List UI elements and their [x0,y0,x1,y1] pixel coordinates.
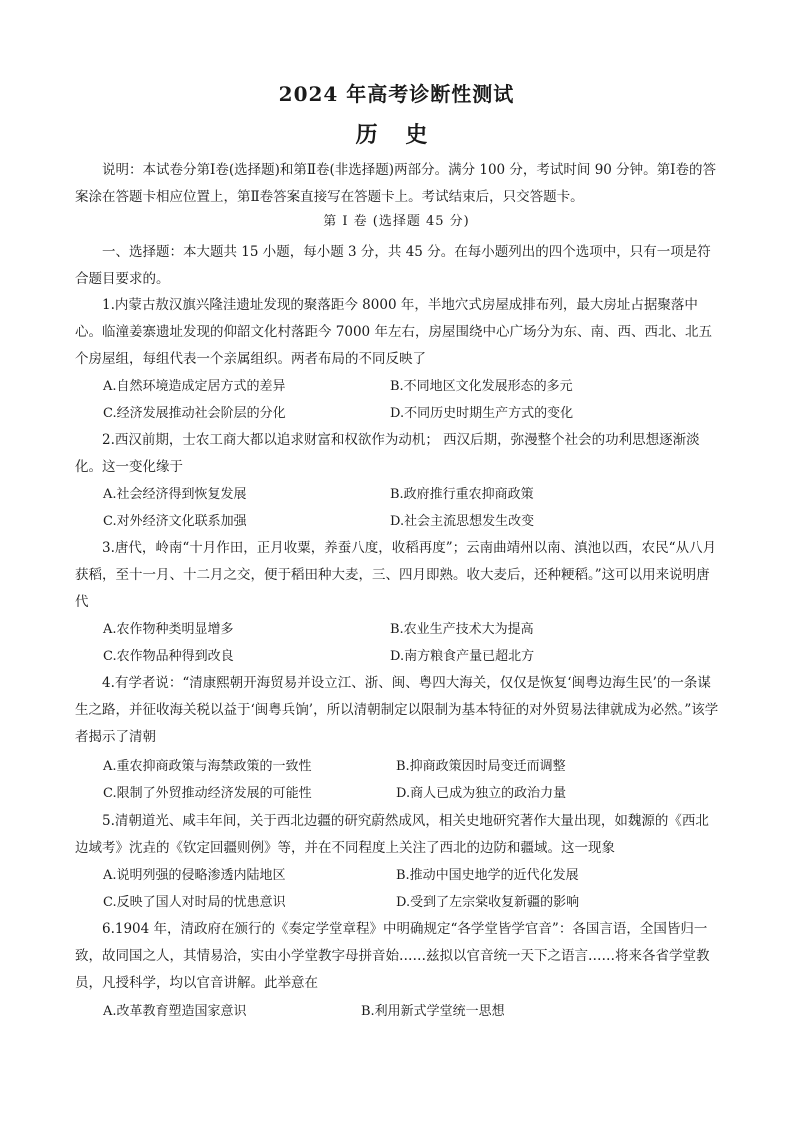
question-4-options [103,753,723,807]
question-5-options [103,862,723,916]
question-4-option-a: A.重农抑商政策与海禁政策的一致性 [103,759,312,774]
question-2-option-c: C.对外经济文化联系加强 [103,514,247,529]
question-2-options [103,481,723,535]
question-4-option-b: B.抑商政策因时局变迁而调整 [396,759,566,774]
question-2-option-b: B.政府推行重农抑商政策 [390,487,534,502]
question-1-option-a: A.自然环境造成定居方式的差异 [103,379,286,394]
question-1-option-d: D.不同历史时期生产方式的变化 [390,406,574,421]
question-4-option-d: D.商人已成为独立的政治力量 [396,786,567,801]
question-5-stem: 5.清朝道光、咸丰年间，关于西北边疆的研究蔚然成风，相关史地研究著作大量出现，如魏源的《西北边域考》沈垚的《钦定回疆则例》等，并在不同程度上关注了西北的边防和疆域。这一现象 [75,813,709,856]
question-5-option-b: B.推动中国史地学的近代化发展 [396,868,579,883]
question-1-option-b: B.不同地区文化发展形态的多元 [390,379,573,394]
question-3-option-a: A.农作物种类明显增多 [103,622,234,637]
question-2-option-a: A.社会经济得到恢复发展 [103,487,247,502]
question-6-stem: 6.1904 年，清政府在颁行的《奏定学堂章程》中明确规定“各学堂皆学官音”：各国言语，全国皆归一致，故同国之人，其情易洽，实由小学堂教字母拼音始……兹拟以官音统一天下之语言……将来各省学堂教员，凡授科学，均以官音讲解。此举意在 [75,921,710,991]
question-3-option-d: D.南方粮食产量已超北方 [390,649,535,664]
question-4-option-c: C.限制了外贸推动经济发展的可能性 [103,786,312,801]
question-5-option-c: C.反映了国人对时局的忧患意识 [103,895,286,910]
question-5-option-d: D.受到了左宗棠收复新疆的影响 [396,895,580,910]
section-instructions: 一、选择题：本大题共 15 小题，每小题 3 分，共 45 分。在每小题列出的四个选项中，只有一项是符合题目要求的。 [75,244,711,287]
question-4-stem: 4.有学者说：“清康熙朝开海贸易并设立江、浙、闽、粤四大海关，仅仅是恢复‘闽粤边海生民’的一条谋生之路，并征收海关税以益于‘闽粤兵饷’，所以清朝制定以限制为基本特征的对外贸易法律就成为必然。”该学者揭示了清朝 [75,675,719,745]
question-1-options [103,373,723,427]
section-header: 第 Ⅰ 卷 (选择题 45 分) [323,214,470,229]
exam-intro: 说明：本试卷分第Ⅰ卷(选择题)和第Ⅱ卷(非选择题)两部分。满分 100 分，考试时间 90 分钟。第Ⅰ卷的答案涂在答题卡相应位置上，第Ⅱ卷答案直接写在答题卡上。考试结束后，只交答题卡。 [75,162,717,205]
question-3-option-c: C.农作物品种得到改良 [103,649,234,664]
question-3-options [103,616,723,670]
question-6-option-b: B.利用新式学堂统一思想 [361,1004,505,1019]
exam-title: 2024 年高考诊断性测试 [278,82,515,106]
question-3-stem: 3.唐代，岭南“十月作田，正月收粟，养蚕八度，收稻再度”；云南曲靖州以南、滇池以西，农民“从八月获稻，至十一月、十二月之交，便于稻田种大麦，三、四月即熟。收大麦后，还种粳稻。”这可以用来说明唐代 [75,540,717,610]
question-6-options [103,998,723,1025]
question-5-option-a: A.说明列强的侵略渗透内陆地区 [103,868,286,883]
question-2-stem: 2.西汉前期，士农工商大都以追求财富和权欲作为动机； 西汉后期，弥漫整个社会的功利思想逐渐淡化。这一变化缘于 [75,432,700,475]
question-6-option-a: A.改革教育塑造国家意识 [103,1004,247,1019]
question-3-option-b: B.农业生产技术大为提高 [390,622,534,637]
question-1-option-c: C.经济发展推动社会阶层的分化 [103,406,286,421]
question-1-stem: 1.内蒙古敖汉旗兴隆洼遗址发现的聚落距今 8000 年，半地穴式房屋成排布列，最大房址占据聚落中心。临潼姜寨遗址发现的仰韶文化村落距今 7000 年左右，房屋围绕中心广场分为东、南、西、西北、北五个房屋组，每组代表一个亲属组织。两者布局的不同反映了 [75,297,712,367]
exam-subject: 历 史 [355,122,438,148]
question-2-option-d: D.社会主流思想发生改变 [390,514,535,529]
